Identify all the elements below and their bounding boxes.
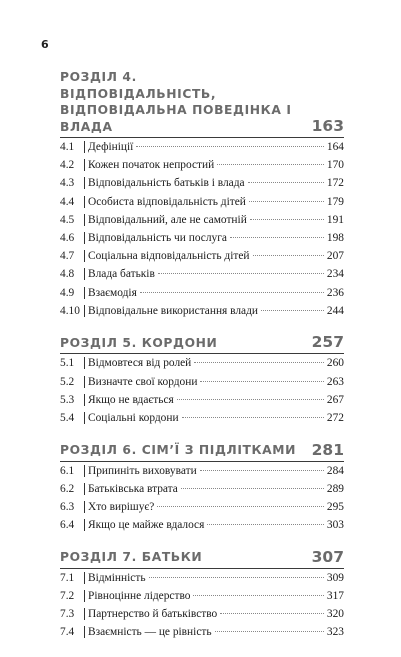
- chapter-section: [60, 335, 344, 430]
- entry-page-number: 317: [326, 590, 344, 603]
- chapter-page-number: 281: [311, 440, 344, 459]
- entry-title: Влада батьків: [84, 268, 155, 280]
- entry-page-number: 164: [326, 141, 344, 153]
- entry-title: Визначте свої кордони: [84, 376, 197, 388]
- table-of-contents: [60, 69, 344, 657]
- dot-leader: [194, 362, 324, 363]
- entry-title: Відмінність: [84, 572, 146, 584]
- dot-leader: [177, 399, 324, 400]
- entry-number: 7.2: [60, 590, 75, 603]
- entry-title: Відповідальність батьків і влада: [84, 177, 245, 189]
- chapter-section: [60, 69, 344, 323]
- chapter-title: РОЗДІЛ 7. БАТЬКИ: [60, 550, 203, 565]
- toc-entry[interactable]: [60, 141, 344, 159]
- toc-entry[interactable]: [60, 177, 344, 195]
- toc-entry[interactable]: [60, 357, 344, 375]
- entry-title: Відповідальність чи послуга: [84, 232, 227, 244]
- dot-leader: [220, 613, 324, 614]
- entry-number: 6.2: [60, 482, 75, 495]
- dot-leader: [217, 164, 324, 165]
- chapter-heading[interactable]: [60, 69, 344, 138]
- toc-entry[interactable]: [60, 159, 344, 177]
- entry-page-number: 244: [326, 304, 344, 317]
- chapter-title: РОЗДІЛ 6. СІМ’Ї З ПІДЛІТКАМИ: [60, 443, 297, 458]
- entry-number: 4.8: [60, 268, 75, 281]
- toc-entry[interactable]: [60, 626, 344, 644]
- entry-number: 7.1: [60, 571, 75, 584]
- toc-entry[interactable]: [60, 501, 344, 519]
- chapter-title: РОЗДІЛ 5. КОРДОНИ: [60, 335, 218, 350]
- dot-leader: [207, 524, 324, 525]
- toc-entry[interactable]: [60, 196, 344, 214]
- chapter-page-number: 163: [311, 117, 344, 135]
- dot-leader: [230, 237, 324, 238]
- dot-leader: [249, 201, 324, 202]
- chapter-section: [60, 442, 344, 537]
- dot-leader: [140, 292, 324, 293]
- toc-entry[interactable]: [60, 394, 344, 412]
- toc-entry[interactable]: [60, 465, 344, 483]
- entry-page-number: 191: [326, 213, 344, 226]
- dot-leader: [181, 488, 324, 489]
- entry-page-number: 172: [326, 177, 344, 190]
- toc-entry[interactable]: [60, 608, 344, 626]
- entry-number: 4.9: [60, 286, 75, 299]
- entry-page-number: 170: [326, 159, 344, 172]
- chapter-page-number: 257: [311, 333, 344, 352]
- entry-number: 4.10: [60, 304, 80, 317]
- toc-entry[interactable]: [60, 305, 344, 323]
- entry-page-number: 267: [326, 393, 344, 406]
- entry-page-number: 284: [326, 464, 344, 477]
- entry-page-number: 289: [326, 482, 344, 495]
- entry-number: 4.5: [60, 213, 75, 226]
- chapter-heading[interactable]: [60, 549, 344, 569]
- entry-page-number: 295: [326, 501, 344, 513]
- entry-title: Взаємність — це рівність: [84, 626, 212, 638]
- entry-number: 6.4: [60, 519, 75, 532]
- entry-title: Особиста відповідальність дітей: [84, 196, 246, 208]
- entry-page-number: 179: [326, 195, 344, 208]
- entry-title: Відмовтеся від ролей: [84, 357, 191, 369]
- entry-page-number: 263: [326, 375, 344, 388]
- entry-title: Припиніть виховувати: [84, 465, 197, 477]
- toc-entry[interactable]: [60, 483, 344, 501]
- dot-leader: [200, 470, 324, 471]
- toc-entry[interactable]: [60, 214, 344, 232]
- toc-entry[interactable]: [60, 232, 344, 250]
- toc-entry[interactable]: [60, 590, 344, 608]
- chapter-title: РОЗДІЛ 4. ВІДПОВІДАЛЬНІСТЬ, ВІДПОВІДАЛЬНА ПОВЕДІНКА І ВЛАДА: [60, 70, 292, 134]
- toc-entry[interactable]: [60, 287, 344, 305]
- chapter-page-number: 307: [311, 547, 344, 566]
- entry-page-number: 236: [326, 286, 344, 299]
- entry-page-number: 198: [326, 231, 344, 244]
- dot-leader: [248, 182, 324, 183]
- entry-number: 5.3: [60, 393, 75, 406]
- entry-title: Якщо це майже вдалося: [84, 519, 204, 531]
- entry-page-number: 207: [326, 250, 344, 263]
- toc-entry[interactable]: [60, 412, 344, 430]
- dot-leader: [261, 310, 324, 311]
- entry-title: Відповідальний, але не самотній: [84, 214, 247, 226]
- entry-number: 7.4: [60, 626, 75, 639]
- toc-entry[interactable]: [60, 572, 344, 590]
- chapter-heading[interactable]: [60, 335, 344, 355]
- toc-entry[interactable]: [60, 519, 344, 537]
- toc-entry[interactable]: [60, 268, 344, 286]
- toc-entry[interactable]: [60, 376, 344, 394]
- dot-leader: [149, 577, 324, 578]
- entry-title: Взаємодія: [84, 287, 137, 299]
- entry-number: 4.1: [60, 141, 75, 153]
- toc-entry[interactable]: [60, 250, 344, 268]
- entry-title: Якщо не вдається: [84, 394, 174, 406]
- entry-page-number: 260: [326, 357, 344, 370]
- entry-number: 4.6: [60, 231, 75, 244]
- dot-leader: [200, 381, 323, 382]
- entry-page-number: 303: [326, 519, 344, 532]
- entry-page-number: 234: [326, 268, 344, 281]
- entry-number: 4.7: [60, 250, 75, 263]
- entry-title: Соціальні кордони: [84, 412, 179, 424]
- entry-title: Хто вирішує?: [84, 501, 154, 513]
- entry-number: 4.4: [60, 195, 75, 208]
- entry-title: Батьківська втрата: [84, 483, 178, 495]
- entry-title: Соціальна відповідальність дітей: [84, 250, 250, 262]
- entry-page-number: 320: [326, 608, 344, 621]
- entry-number: 5.2: [60, 375, 75, 388]
- entry-page-number: 323: [326, 626, 344, 639]
- entry-number: 6.3: [60, 501, 75, 513]
- dot-leader: [136, 146, 324, 147]
- page-number: 6: [41, 38, 49, 51]
- dot-leader: [158, 273, 324, 274]
- entry-number: 7.3: [60, 608, 75, 621]
- entry-title: Партнерство й батьківство: [84, 608, 217, 620]
- entry-number: 4.3: [60, 177, 75, 190]
- entry-page-number: 272: [326, 411, 344, 424]
- entry-number: 5.1: [60, 357, 75, 370]
- chapter-section: [60, 549, 344, 644]
- chapter-heading[interactable]: [60, 442, 344, 462]
- entry-title: Дефініції: [84, 141, 133, 153]
- dot-leader: [157, 506, 324, 507]
- dot-leader: [253, 255, 324, 256]
- entry-title: Рівноцінне лідерство: [84, 590, 190, 602]
- entry-page-number: 309: [326, 571, 344, 584]
- dot-leader: [250, 219, 324, 220]
- dot-leader: [215, 631, 324, 632]
- entry-title: Кожен початок непростий: [84, 159, 214, 171]
- entry-title: Відповідальне використання влади: [84, 305, 258, 317]
- entry-number: 5.4: [60, 411, 75, 424]
- entry-number: 4.2: [60, 159, 75, 172]
- dot-leader: [182, 417, 324, 418]
- dot-leader: [193, 595, 323, 596]
- entry-number: 6.1: [60, 464, 75, 477]
